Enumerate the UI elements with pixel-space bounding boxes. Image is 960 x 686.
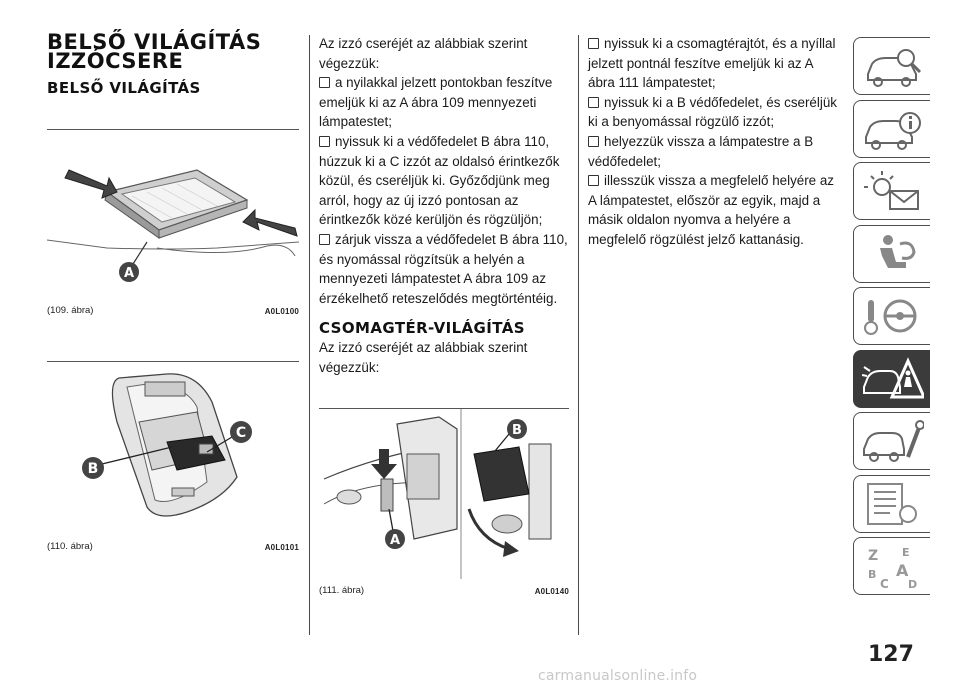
column-2-text [319, 34, 571, 378]
main-heading-line1: BELSŐ VILÁGÍTÁS [47, 30, 262, 54]
tab-starting-driving[interactable] [853, 287, 930, 345]
column-divider-1 [309, 35, 310, 635]
car-breakdown-warning-icon [862, 357, 924, 403]
section2-intro: Az izzó cseréjét az alábbiak szerint végezzük: [319, 340, 528, 375]
bullet-text: a nyilakkal jelzett pontokban feszítve emeljük ki az A ábra 109 mennyezeti lámpatestet; [319, 75, 553, 130]
label-a: A [123, 266, 135, 281]
bullet-text: illesszük vissza a megfelelő helyére az A lámpatestet, először az egyik, majd a másik oldalon nyomva a helyére a megfelelő rögzülést jelző kattanásig. [588, 173, 834, 247]
column-3-text [588, 34, 840, 250]
tab-technical-data[interactable] [853, 475, 930, 533]
bullet-item [319, 230, 571, 308]
checkbox-bullet-icon [588, 38, 599, 49]
tab-car-inspection[interactable] [853, 37, 930, 95]
bullet-text: nyissuk ki a védőfedelet B ábra 110, húzzuk ki a C izzót az oldalsó érintkezők közül, és cseréljük ki. Győződjünk meg arról, hogy az új izzó pontosan az érintkezők közé kerüljön és rögzüljön; [319, 133, 560, 228]
section-heading-trunk-lighting: CSOMAGTÉR-VILÁGÍTÁS [319, 319, 525, 338]
svg-text:A: A [896, 561, 909, 580]
checkbox-bullet-icon [588, 136, 599, 147]
bullet-item [588, 132, 840, 171]
column-divider-2 [578, 35, 579, 635]
label-b: B [87, 461, 99, 477]
specifications-list-icon [862, 482, 924, 528]
seat-airbag-icon [862, 232, 924, 278]
label-c: C [235, 425, 247, 441]
tab-warning-lights[interactable] [853, 162, 930, 220]
tab-index[interactable] [853, 537, 930, 595]
bullet-text: zárjuk vissza a védőfedelet B ábra 110, és nyomással rögzítsük a helyén a mennyezeti lámpatestet A ábra 109 az érzékelhető reteszelődés megtörténtéig. [319, 231, 568, 306]
label-b: B [512, 423, 522, 438]
bullet-item [319, 132, 571, 230]
figure-110 [47, 361, 299, 534]
tab-car-information[interactable] [853, 100, 930, 158]
svg-text:E: E [902, 546, 910, 559]
bullet-text: nyissuk ki a B védőfedelet, és cseréljük ki a benyomással rögzülő izzót; [588, 94, 837, 130]
label-a: A [389, 533, 401, 548]
figure-109-code: A0L0100 [264, 307, 299, 316]
figure-110-caption [47, 541, 299, 552]
figure-109-caption-text: (109. ábra) [47, 305, 94, 316]
checkbox-bullet-icon [588, 175, 599, 186]
steering-wheel-key-icon [862, 294, 924, 340]
checkbox-bullet-icon [588, 97, 599, 108]
figure-111-caption-text: (111. ábra) [319, 585, 365, 596]
tab-emergency[interactable] [853, 350, 930, 408]
svg-text:B: B [868, 568, 877, 581]
main-heading-line2: IZZÓCSERE [47, 49, 184, 73]
svg-text:Z: Z [868, 548, 879, 564]
figure-111-code: A0L0140 [534, 587, 569, 596]
checkbox-bullet-icon [319, 136, 330, 147]
lamp-cover-bulb-illustration [47, 362, 299, 534]
main-heading [47, 30, 297, 73]
checkbox-bullet-icon [319, 234, 330, 245]
watermark-text: carmanualsonline.info [538, 668, 698, 684]
car-wrench-icon [862, 419, 924, 465]
trunk-lamp-illustration [319, 409, 569, 579]
figure-111-caption [319, 585, 569, 596]
checkbox-bullet-icon [319, 77, 330, 88]
car-magnifier-icon [862, 44, 924, 90]
figure-110-code: A0L0101 [264, 543, 299, 552]
bullet-text: nyissuk ki a csomagtérajtót, és a nyíllal jelzett pontnál feszítve emeljük ki az A ábra 111 lámpatestet; [588, 36, 836, 91]
car-info-icon [862, 107, 924, 153]
page-number: 127 [868, 642, 914, 667]
bullet-item [588, 171, 840, 249]
svg-text:C: C [880, 577, 889, 590]
figure-111 [319, 408, 569, 579]
warning-lights-envelope-icon [862, 169, 924, 215]
bullet-item [319, 73, 571, 132]
bullet-item [588, 34, 840, 93]
ceiling-lamp-illustration [47, 130, 299, 298]
figure-109 [47, 129, 299, 298]
sub-heading: BELSŐ VILÁGÍTÁS [47, 79, 201, 97]
figure-110-caption-text: (110. ábra) [47, 541, 93, 552]
tab-maintenance[interactable] [853, 412, 930, 470]
alphabet-index-icon [862, 544, 924, 590]
figure-109-caption [47, 305, 299, 316]
intro-paragraph: Az izzó cseréjét az alábbiak szerint végezzük: [319, 36, 528, 71]
tab-safety[interactable] [853, 225, 930, 283]
chapter-tab-sidebar [853, 37, 930, 600]
bullet-text: helyezzük vissza a lámpatestre a B védőfedelet; [588, 133, 814, 169]
bullet-item [588, 93, 840, 132]
svg-text:D: D [908, 578, 918, 590]
